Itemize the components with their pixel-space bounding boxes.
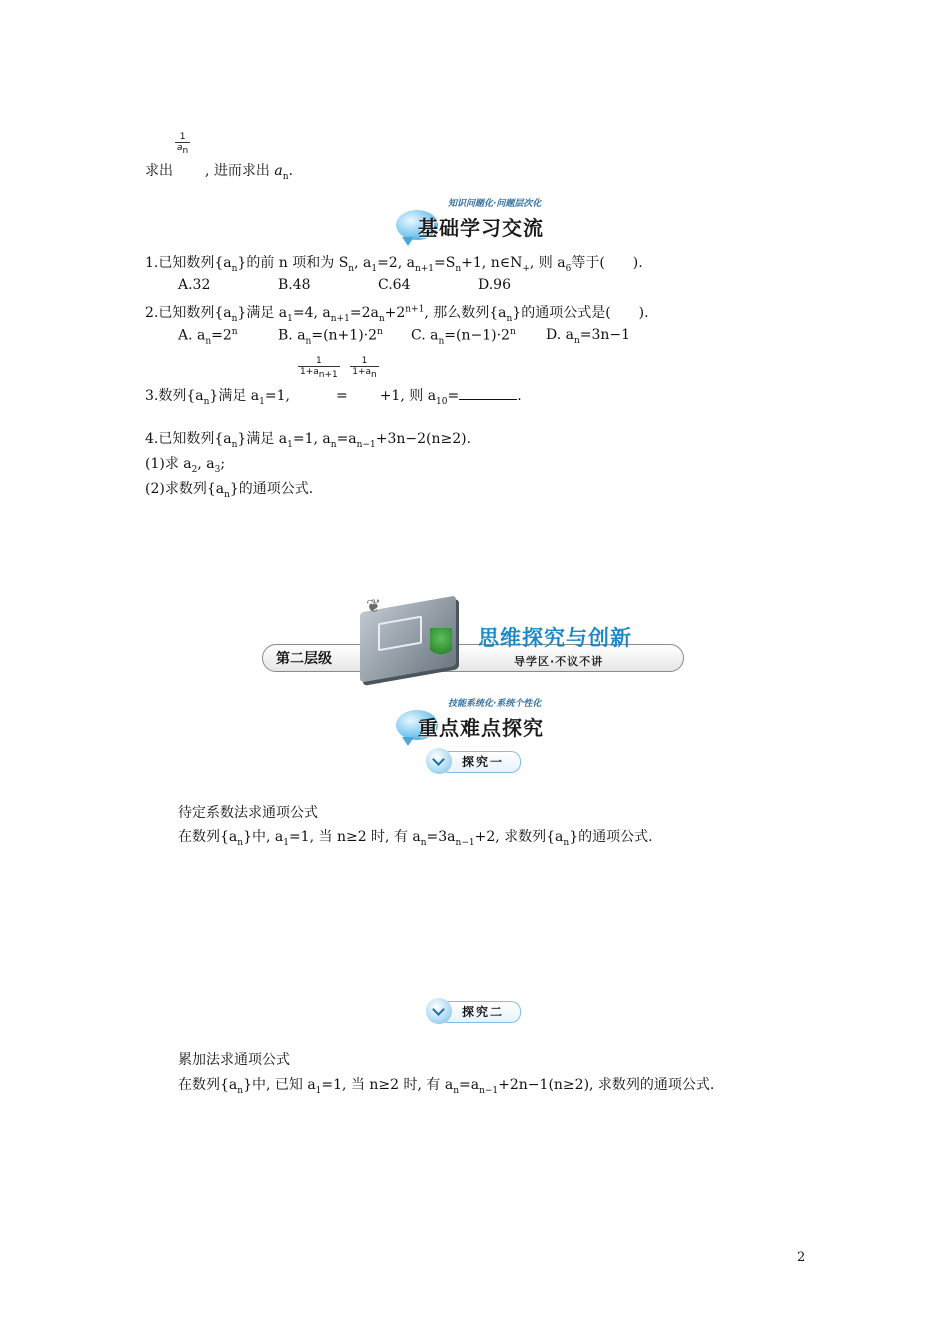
layer-level: 第二层级	[276, 651, 332, 667]
chevron-down-icon	[426, 998, 452, 1024]
tab-explore-2[interactable]	[426, 998, 522, 1024]
explore-1-heading: 待定系数法求通项公式	[178, 805, 318, 821]
q2-stem3: =4, a	[292, 305, 331, 321]
explore-2-heading: 累加法求通项公式	[178, 1052, 290, 1068]
q1-option-a[interactable]: A.32	[178, 277, 211, 293]
q4-stem3: =1, a	[292, 431, 331, 447]
page-number: 2	[797, 1250, 806, 1265]
q1-cond3: =S	[434, 255, 456, 271]
question-2: 2.已知数列$\{a_n\}$满足 $a_1=4$, $a_{n+1}=2a_n+2^{n+1}$, 那么数列$\{a_n\}$的通项公式是( ).	[145, 304, 649, 324]
question-3: 3.数列$\{a_n\}$满足 $a_1=1$, = +1, 则 $a_{10}=$ .	[145, 388, 522, 407]
layer-subtitle: 导学区·不议不讲	[514, 655, 604, 668]
q3-frac2-num: 1	[350, 356, 379, 367]
e1-a: 在数列{a	[178, 829, 238, 845]
q4-p1: (1)求 a	[145, 456, 192, 472]
e2-a: 在数列{a	[178, 1077, 238, 1093]
question-4-part-2: (2)求数列$\{a_n\}$的通项公式.	[145, 481, 314, 500]
q3-plus: +1, 则 a	[379, 388, 437, 404]
explore-1-text: 在数列$\{a_n\}$中, $a_1=1$, 当 n≥2 时, 有 $a_n=3a_{n-1}+2$, 求数列$\{a_n\}$的通项公式.	[178, 829, 653, 848]
q2-option-d[interactable]: D. $a_n=3n-1$	[546, 327, 631, 346]
q3-frac1-sub: n+1	[318, 369, 338, 380]
e2-b: }中, 已知 a	[243, 1077, 316, 1093]
tab-label: 探究二	[462, 1005, 505, 1019]
frac-denominator: a	[177, 143, 183, 153]
q2-option-b[interactable]: B. $a_n=(n+1)\cdot 2^n$	[278, 327, 383, 347]
layer-two-banner	[262, 596, 686, 686]
q4-stem4: =a	[336, 431, 357, 447]
section-title: 重点难点探究	[418, 716, 544, 740]
e2-d: =a	[459, 1077, 480, 1093]
q3-frac1-den: 1+a	[300, 367, 319, 377]
frac-sub: n	[182, 145, 189, 156]
e2-e: +2n−1(n≥2), 求数列的通项公式.	[498, 1077, 715, 1093]
intro-end: .	[288, 163, 293, 179]
section-title: 基础学习交流	[418, 216, 544, 240]
q3-stem2: }满足 a	[209, 388, 260, 404]
q3-frac2-sub: n	[371, 369, 377, 380]
q3-tail: =	[447, 388, 460, 404]
answer-blank[interactable]	[459, 387, 517, 400]
section-tagline: 技能系统化·系统个性化	[448, 699, 542, 709]
q3-end: .	[517, 388, 522, 404]
butterfly-icon: ❦	[366, 596, 382, 617]
q2-stem7: }的通项公式是( ).	[512, 305, 649, 321]
q2-stem4: =2a	[349, 305, 379, 321]
q4-stem5: +3n−2(n≥2).	[375, 431, 472, 447]
chevron-down-icon	[426, 748, 452, 774]
q2-opt-d2: =3n−1	[579, 327, 631, 343]
q2-opt-a2: =2	[211, 327, 232, 344]
q2-opt-a: A. a	[178, 327, 206, 344]
q4-stem2: }满足 a	[237, 431, 288, 447]
q2-opt-d: D. a	[546, 327, 574, 343]
q2-stem5: +2	[384, 305, 406, 321]
q4-p2: (2)求数列{a	[145, 481, 225, 497]
q3-frac1-num: 1	[298, 356, 340, 367]
q4-p2b: }的通项公式.	[229, 481, 314, 497]
section-banner-basic	[396, 196, 576, 242]
section-tagline: 知识问题化·问题层次化	[448, 199, 542, 209]
q1-cond4: +1, n∈N	[461, 255, 523, 271]
intro-line	[145, 160, 293, 182]
q1-cond6: 等于( ).	[571, 255, 643, 271]
q1-stem: 1.已知数列{a	[145, 255, 232, 271]
intro-prefix: 求出	[145, 163, 173, 179]
question-4: 4.已知数列$\{a_n\}$满足 $a_1=1$, $a_n=a_{n-1}+3n-2(n\ge 2)$.	[145, 431, 472, 450]
q3-stem: 3.数列{a	[145, 388, 204, 404]
q1-option-c[interactable]: C.64	[378, 277, 411, 293]
e1-f: }的通项公式.	[569, 829, 653, 845]
explore-2-text: 在数列$\{a_n\}$中, 已知 $a_1=1$, 当 n≥2 时, 有 $a_n=a_{n-1}+2n-1(n\ge 2)$, 求数列的通项公式.	[178, 1077, 715, 1096]
section-banner-key	[396, 696, 576, 742]
e1-d: =3a	[426, 829, 456, 845]
intro-fraction	[145, 132, 190, 156]
q1-cond2: =2, a	[377, 255, 415, 271]
q1-stem-rest: }的前 n 项和为 S	[237, 255, 349, 271]
q2-option-a[interactable]: A. $a_n=2^n$	[178, 327, 238, 347]
e1-c: =1, 当 n≥2 时, 有 a	[288, 829, 421, 845]
q1-option-b[interactable]: B.48	[278, 277, 311, 293]
q2-opt-c2: =(n−1)·2	[444, 327, 510, 344]
e1-b: }中, a	[243, 829, 284, 845]
q1-cond: , a	[354, 255, 372, 271]
intro-suffix: , 进而求出	[205, 163, 275, 179]
q3-frac2-den: 1+a	[352, 367, 372, 377]
q3-eq: =	[335, 388, 348, 404]
q2-option-c[interactable]: C. $a_n=(n-1)\cdot 2^n$	[411, 327, 516, 347]
e1-e: +2, 求数列{a	[474, 829, 564, 845]
q1-cond5: , 则 a	[529, 255, 566, 271]
plant-icon	[430, 628, 452, 662]
e2-c: =1, 当 n≥2 时, 有 a	[321, 1077, 454, 1093]
q1-option-d[interactable]: D.96	[478, 277, 511, 293]
q3-stem3: =1,	[264, 388, 290, 404]
q2-opt-b2: =(n+1)·2	[311, 327, 378, 344]
q4-p1c: ;	[220, 456, 226, 472]
q2-stem2: }满足 a	[237, 305, 288, 321]
frac-numerator: 1	[175, 132, 190, 143]
tab-label: 探究一	[462, 755, 505, 769]
q2-opt-c: C. a	[411, 327, 439, 344]
q2-stem: 2.已知数列{a	[145, 305, 232, 321]
layer-title: 思维探究与创新	[478, 626, 632, 650]
q4-p1b: , a	[197, 456, 215, 472]
question-1: 1.已知数列$\{a_n\}$的前 n 项和为 $S_n$, $a_1=2$, $a_{n+1}=S_n+1$, $n\in N_+$, 则 $a_6$等于( ).	[145, 255, 643, 274]
tab-explore-1[interactable]	[426, 748, 522, 774]
q2-opt-b: B. a	[278, 327, 306, 344]
intro-target: a	[274, 163, 283, 179]
q2-stem6: , 那么数列{a	[424, 305, 507, 321]
question-3-fractions	[145, 356, 379, 380]
intro-target-sub: n	[282, 171, 289, 182]
q4-stem: 4.已知数列{a	[145, 431, 232, 447]
question-4-part-1: (1)求 $a_2$, $a_3$;	[145, 456, 226, 475]
